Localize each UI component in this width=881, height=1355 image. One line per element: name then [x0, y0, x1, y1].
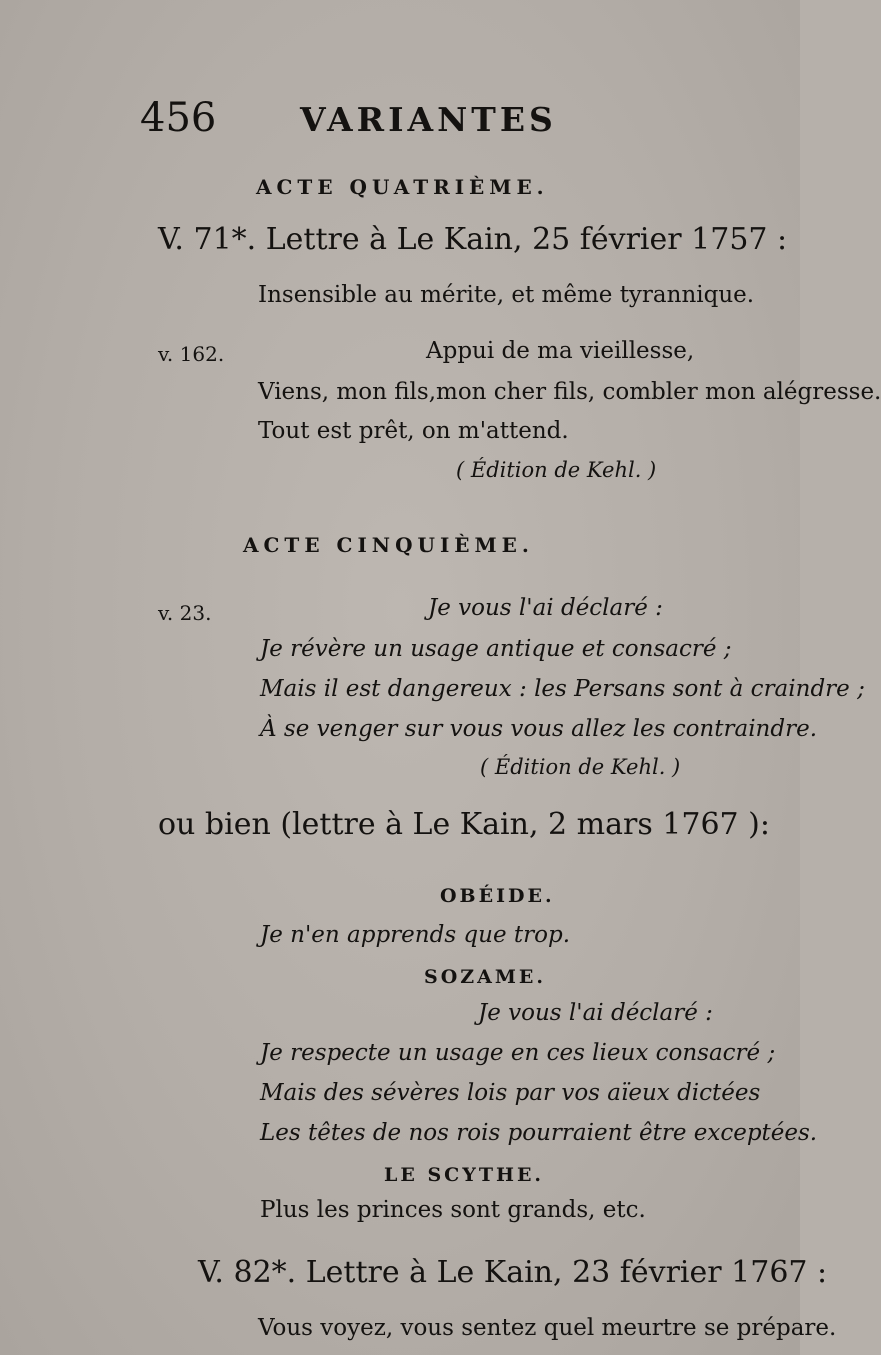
- speaker-name: OBÉIDE.: [440, 885, 555, 907]
- speaker-name: LE SCYTHE.: [384, 1164, 545, 1186]
- verse-line: Insensible au mérite, et même tyrannique.: [258, 282, 755, 308]
- act-heading: ACTE CINQUIÈME.: [243, 533, 534, 557]
- verse-line: À se venger sur vous vous allez les contraindre.: [260, 716, 818, 742]
- verse-line: Les têtes de nos rois pourraient être exceptées.: [260, 1120, 818, 1146]
- verse-line: Je n'en apprends que trop.: [260, 922, 571, 948]
- verse-line: Plus les princes sont grands, etc.: [260, 1197, 646, 1223]
- variant-reference: V. 82*. Lettre à Le Kain, 23 février 1767 :: [198, 1255, 828, 1290]
- verse-line: Appui de ma vieillesse,: [426, 338, 695, 364]
- verse-line: Mais des sévères lois par vos aïeux dictées: [260, 1080, 761, 1106]
- speaker-name: SOZAME.: [424, 966, 547, 988]
- edition-note: ( Édition de Kehl. ): [480, 755, 681, 779]
- verse-line: Je vous l'ai déclaré :: [478, 1000, 713, 1026]
- verse-line: Je respecte un usage en ces lieux consacré ;: [260, 1040, 776, 1066]
- verse-number: v. 23.: [158, 601, 212, 625]
- verse-line: Je révère un usage antique et consacré ;: [260, 636, 732, 662]
- verse-line: Viens, mon fils,mon cher fils, combler mon alégresse.: [258, 379, 881, 405]
- page-number: 456: [140, 95, 217, 141]
- verse-line: Je vous l'ai déclaré :: [428, 595, 663, 621]
- verse-line: Mais il est dangereux : les Persans sont à craindre ;: [260, 676, 865, 702]
- act-heading: ACTE QUATRIÈME.: [256, 175, 549, 199]
- running-title: VARIANTES: [300, 100, 557, 139]
- edition-note: ( Édition de Kehl. ): [456, 458, 657, 482]
- verse-line: Tout est prêt, on m'attend.: [258, 418, 569, 444]
- verse-number: v. 162.: [158, 342, 225, 366]
- variant-reference: V. 71*. Lettre à Le Kain, 25 février 1757 :: [158, 222, 788, 257]
- verse-line: Vous voyez, vous sentez quel meurtre se prépare.: [258, 1315, 837, 1341]
- variant-reference: ou bien (lettre à Le Kain, 2 mars 1767 ):: [158, 807, 770, 842]
